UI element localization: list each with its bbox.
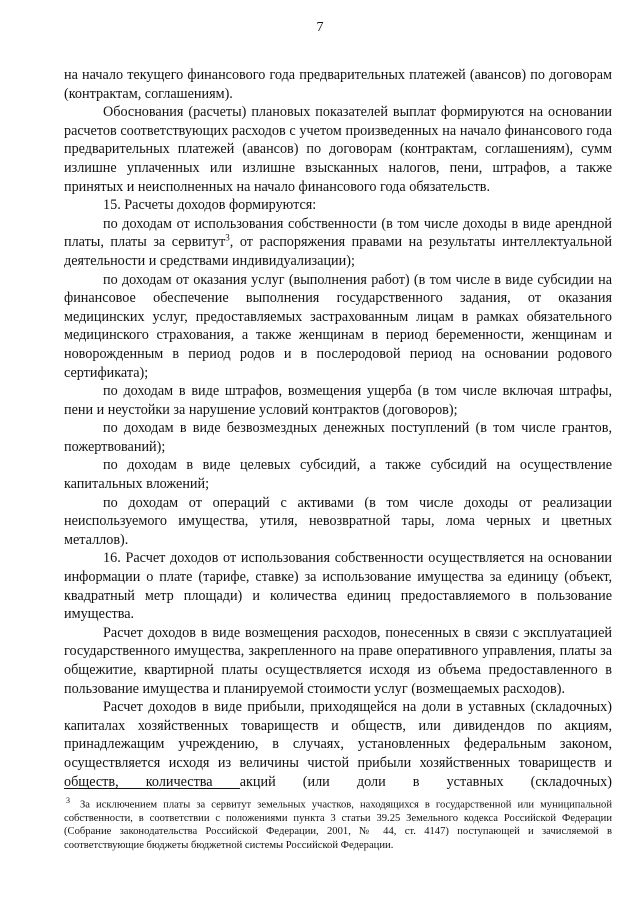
page-number: 7 bbox=[316, 20, 324, 35]
list-item-services-income: по доходам от оказания услуг (выполнения работ) (в том числе в виде субсидии на финансовое обеспечение выполнения государственного задания, от оказания медицинских услуг, предоставляемых застрахованным лицам в рамках обязательного медицинского страхования, а также женщинам в период беременности, женщинам и новорожденным в период родов и в послеродовой период на основании родового сертификата); bbox=[64, 271, 612, 381]
list-item-fines-income: по доходам в виде штрафов, возмещения ущерба (в том числе включая штрафы, пени и неустойки за нарушение условий контрактов (договоров); bbox=[64, 383, 612, 418]
document-body bbox=[64, 66, 612, 791]
section-16-paragraph: 16. Расчет доходов от использования собственности осуществляется на основании информации о плате (тарифе, ставке) за использование имущества за единицу (объект, квадратный метр площади) и количества единиц предоставляемого в пользование имущества. bbox=[64, 550, 612, 623]
section-15-heading: 15. Расчеты доходов формируются: bbox=[103, 197, 317, 214]
list-item-text: , от распоряжения правами на результаты интеллектуальной деятельности и средствами индивидуализации); bbox=[64, 234, 612, 269]
footnote-text: За исключением платы за сервитут земельных участков, находящихся в государственной или муниципальной собственности, в соответствии с положениями пункта 3 статьи 39.25 Земельного кодекса Российской Федерации (Собрание законодательства Российской Федерации, 2001, № 44, ст. 4147) поступающей и зачисляемой в соответствующие бюджеты бюджетной системы Российской Федерации. bbox=[64, 799, 612, 851]
footnote-mark: 3 bbox=[66, 796, 70, 805]
paragraph-expense-reimbursement: Расчет доходов в виде возмещения расходов, понесенных в связи с эксплуатацией государственного имущества, закрепленного на праве оперативного управления, платы за общежитие, квартирной платы осуществляется исходя из объема предоставленного в пользование имущества и планируемой стоимости услуг (возмещаемых расходов). bbox=[64, 624, 612, 697]
paragraph-payments-justification: Обоснования (расчеты) плановых показателей выплат формируются на основании расчетов соответствующих расходов с учетом произведенных на начало финансового года предварительных платежей (авансов) по договорам (контрактам, соглашениям), сумм излишне уплаченных или излишне взысканных налогов, пени, штрафов, а также принятых и неисполненных на начало финансового года обязательств. bbox=[64, 104, 612, 195]
list-item-assets-income: по доходам от операций с активами (в том числе доходы от реализации неиспользуемого имущества, утиля, невозвратной тары, лома черных и цветных металлов). bbox=[64, 494, 612, 548]
footnote bbox=[64, 794, 612, 852]
footnote-reference: 3 bbox=[225, 232, 230, 243]
footnote-divider bbox=[64, 788, 240, 789]
list-item-grants-income: по доходам в виде безвозмездных денежных поступлений (в том числе грантов, пожертвований); bbox=[64, 420, 612, 455]
paragraph-profit-share: Расчет доходов в виде прибыли, приходящейся на доли в уставных (складочных) капиталах хозяйственных товариществ и обществ, или дивидендов по акциям, принадлежащим учреждению, в случаях, установленных федеральным законом, осуществляется исходя из величины чистой прибыли хозяйственных товариществ и обществ, количества акций (или доли в уставных (складочных) bbox=[64, 699, 612, 790]
list-item-property-income bbox=[64, 215, 612, 271]
paragraph-continuation: на начало текущего финансового года предварительных платежей (авансов) по договорам (контрактам, соглашениям). bbox=[64, 67, 612, 102]
list-item-subsidies-income: по доходам в виде целевых субсидий, а также субсидий на осуществление капитальных вложений; bbox=[64, 457, 612, 493]
list-item-text: по доходам от использования собственности (в том числе доходы в виде арендной платы, платы за сервитут bbox=[64, 215, 612, 251]
